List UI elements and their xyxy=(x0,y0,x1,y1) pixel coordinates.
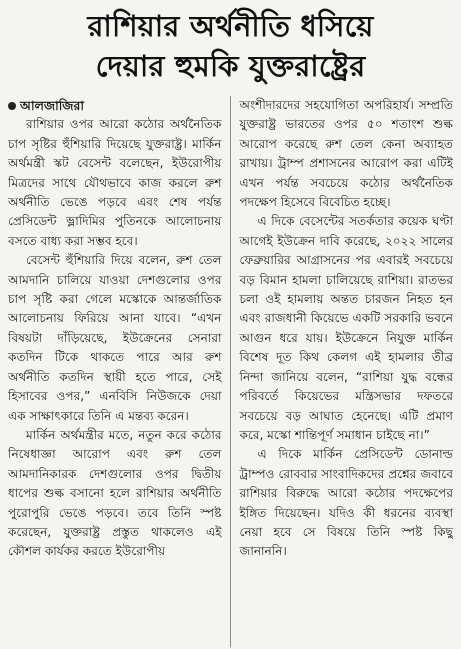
paragraph-right-3: এ দিকে মার্কিন প্রেসিডেন্ট ডোনাল্ড ট্রাম্পও রোববার সাংবাদিকদের প্রশ্নের জবাবে রাশিয়ার বিরুদ্ধে আরো কঠোর পদক্ষেপের ইঙ্গিত দিয়েছেন। যদিও কী ধরনের ব্যবস্থা নেয়া হবে সে বিষয়ে তিনি স্পষ্ট কিছু জানাননি। xyxy=(239,447,453,559)
bullet-icon xyxy=(8,102,16,110)
byline-source: আলজাজিরা xyxy=(20,98,84,113)
left-column xyxy=(8,96,231,647)
right-column xyxy=(231,96,454,647)
paragraph-right-1: অংশীদারদের সহযোগিতা অপরিহার্য। সম্প্রতি যুক্তরাষ্ট্র ভারতের ওপর ৫০ শতাংশ শুল্ক আরোপ করেছে রুশ তেল কেনা অব্যাহত রাখায়। ট্রাম্প প্রশাসনের আরোপ করা এটিই এখন পর্যন্ত সবচেয়ে কঠোর অর্থনৈতিক পদক্ষেপ হিসেবে বিবেচিত হচ্ছে। xyxy=(239,98,453,210)
paragraph-left-2: বেসেন্ট হুঁশিয়ারি দিয়ে বলেন, রুশ তেল আমদানি চালিয়ে যাওয়া দেশগুলোর ওপর চাপ সৃষ্টি করা গেলে মস্কোকে আন্তর্জাতিক আলোচনায় ফিরিয়ে আনা যাবে। “এখন বিষয়টা দাঁড়িয়েছে, ইউক্রেনের সেনারা কতদিন টিকে থাকতে পারে আর রুশ অর্থনীতি কতদিন স্থায়ী হতে পারে, সেই হিসাবের ওপর,” এনবিসি নিউজকে দেয়া এক সাক্ষাৎকারে তিনি এ মন্তব্য করেন। xyxy=(8,253,222,423)
headline-line-2: দেয়ার হুমকি যুক্তরাষ্ট্রের xyxy=(95,49,366,83)
headline xyxy=(8,6,453,86)
byline xyxy=(8,96,222,115)
paragraph-left-1: রাশিয়ার ওপর আরো কঠোর অর্থনৈতিক চাপ সৃষ্টির হুঁশিয়ারি দিয়েছে যুক্তরাষ্ট্র। মার্কিন অর্থমন্ত্রী স্কট বেসেন্ট বলেছেন, ইউরোপীয় মিত্রদের সাথে যৌথভাবে কাজ করলে রুশ অর্থনীতি ভেঙে পড়বে এবং শেষ পর্যন্ত প্রেসিডেন্ট ভ্লাদিমির পুতিনকে আলোচনায় বসতে বাধ্য করা সম্ভব হবে। xyxy=(8,117,222,248)
paragraph-right-2: এ দিকে বেসেন্টের সতর্কতার কয়েক ঘণ্টা আগেই ইউক্রেন দাবি করেছে, ২০২২ সালের ফেব্রুয়ারির আগ্রাসনের পর এবারই সবচেয়ে বড় বিমান হামলা চালিয়েছে রাশিয়া। রাতভর চলা ওই হামলায় অন্তত চারজন নিহত হন এবং রাজধানী কিয়েভে একটি সরকারি ভবনে আগুন ধরে যায়। ইউক্রেনে নিযুক্ত মার্কিন বিশেষ দূত কিথ কেলগ এই হামলার তীব্র নিন্দা জানিয়ে বলেন, “রাশিয়া যুদ্ধ বন্ধের পরিবর্তে কিয়েভের মন্ত্রিসভার দফতরে সবচেয়ে বড় আঘাত হেনেছে। এটি প্রমাণ করে, মস্কো শান্তিপূর্ণ সমাধান চাইছে না।” xyxy=(239,214,453,442)
article-columns xyxy=(8,96,453,647)
headline-line-1: রাশিয়ার অর্থনীতি ধসিয়ে xyxy=(87,9,374,43)
paragraph-left-3: মার্কিন অর্থমন্ত্রীর মতে, নতুন করে কঠোর নিষেধাজ্ঞা আরোপ এবং রুশ তেল আমদানিকারক দেশগুলোর ওপর দ্বিতীয় ধাপের শুল্ক বসানো হলে রাশিয়ার অর্থনীতি পুরোপুরি ভেঙে পড়বে। তবে তিনি স্পষ্ট করেছেন, যুক্তরাষ্ট্র প্রস্তুত থাকলেও এই কৌশল কার্যকর করতে ইউরোপীয় xyxy=(8,427,222,559)
